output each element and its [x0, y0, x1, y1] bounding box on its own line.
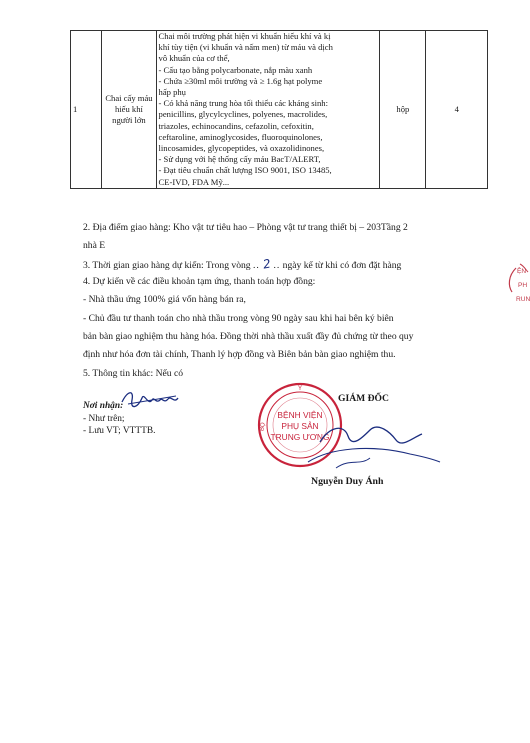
description-line: Chai môi trường phát hiện vi khuẩn hiếu khí và kị — [158, 31, 331, 41]
delivery-place-line2: nhà E — [83, 240, 106, 251]
payment-title: 4. Dự kiến về các điều khoản tạm ứng, thanh toán hợp đồng: — [83, 276, 316, 287]
director-signature — [300, 408, 450, 474]
description-line: vô khuẩn của cơ thể, — [158, 53, 230, 64]
signer-position: GIÁM ĐỐC — [338, 393, 389, 404]
recipient-item: - Lưu VT; VTTTB. — [83, 426, 156, 436]
payment-item-2-line2: bản bàn giao nghiệm thu hàng hóa. Đồng thời nhà thầu xuất đầy đủ chứng từ theo quy — [83, 331, 414, 342]
cell-quantity: 4 — [426, 31, 488, 189]
delivery-time-prefix: 3. Thời gian giao hàng dự kiến: Trong vòng — [83, 260, 251, 271]
description-line: hấp phụ — [158, 87, 186, 98]
payment-item-2-line1: - Chủ đầu tư thanh toán cho nhà thầu trong vòng 90 ngày sau khi hai bên ký biên — [83, 313, 394, 324]
cell-description — [156, 31, 380, 189]
description-line: - Đạt tiêu chuẩn chất lượng ISO 9001, ISO 13485, — [158, 165, 332, 176]
description-line: triazoles, echinocandins, cefazolin, cefoxitin, — [158, 120, 314, 131]
handwritten-days: 2 — [261, 256, 272, 272]
payment-item-2-line3: định như hóa đơn tài chính, Thanh lý hợp đồng và Biên bản bàn giao nghiệm thu. — [83, 349, 396, 360]
svg-text:BỘ: BỘ — [259, 422, 267, 432]
description-line: - Sử dụng với hệ thống cấy máu BacT/ALERT, — [158, 154, 321, 165]
delivery-place-line1: 2. Địa điểm giao hàng: Kho vật tư tiêu hao – Phòng vật tư trang thiết bị – 203Tầng 2 — [83, 222, 408, 233]
description-line: CE-IVD, FDA Mỹ... — [158, 176, 230, 187]
other-info: 5. Thông tin khác: Nếu có — [83, 368, 184, 379]
initials-signature — [118, 388, 182, 414]
description-line: ceftaroline, aminoglycosides, fluoroquinolones, — [158, 131, 323, 142]
delivery-time — [83, 258, 401, 272]
table-row — [71, 31, 488, 189]
delivery-time-suffix: ngày kể từ khi có đơn đặt hàng — [282, 260, 402, 271]
edge-stamp-text: PH — [518, 282, 528, 289]
description-line: - Cấu tạo bằng polycarbonate, nắp màu xanh — [158, 64, 313, 75]
dotted-fill: .. — [273, 260, 281, 271]
payment-item-1: - Nhà thầu ứng 100% giá vốn hàng bán ra, — [83, 294, 246, 305]
items-table — [70, 30, 488, 189]
svg-text:BỆNH VIỆN: BỆNH VIỆN — [277, 410, 323, 420]
cell-unit: hộp — [380, 31, 426, 189]
cell-stt: 1 — [71, 31, 102, 189]
description-line: penicillins, glycylcyclines, polyenes, macrolides, — [158, 109, 328, 120]
description-line: - Chứa ≥30ml môi trường và ≥ 1.6g hạt polyme — [158, 75, 323, 86]
svg-text:TRUNG ƯƠNG: TRUNG ƯƠNG — [270, 432, 330, 442]
svg-text:Y: Y — [297, 386, 303, 392]
description-line: khí tùy tiện (vi khuẩn và nấm men) từ máu và dịch — [158, 42, 333, 53]
description-line: - Có khả năng trung hòa tối thiểu các kháng sinh: — [158, 98, 328, 109]
signer-name: Nguyễn Duy Ánh — [311, 476, 384, 487]
edge-stamp-text: RUN — [516, 296, 530, 303]
edge-stamp-text: ỆN — [517, 268, 527, 275]
recipient-item: - Như trên; — [83, 413, 125, 424]
svg-text:PHỤ SẢN: PHỤ SẢN — [281, 421, 319, 431]
cell-item-name: Chai cấy máu hiếu khí người lớn — [102, 31, 156, 189]
recipients-title: Nơi nhận: — [83, 401, 124, 411]
dotted-fill: .. — [253, 260, 260, 271]
edge-partial-stamp — [506, 262, 530, 332]
description-line: lincosamides, glycopeptides, và oxazolidinones, — [158, 143, 325, 154]
